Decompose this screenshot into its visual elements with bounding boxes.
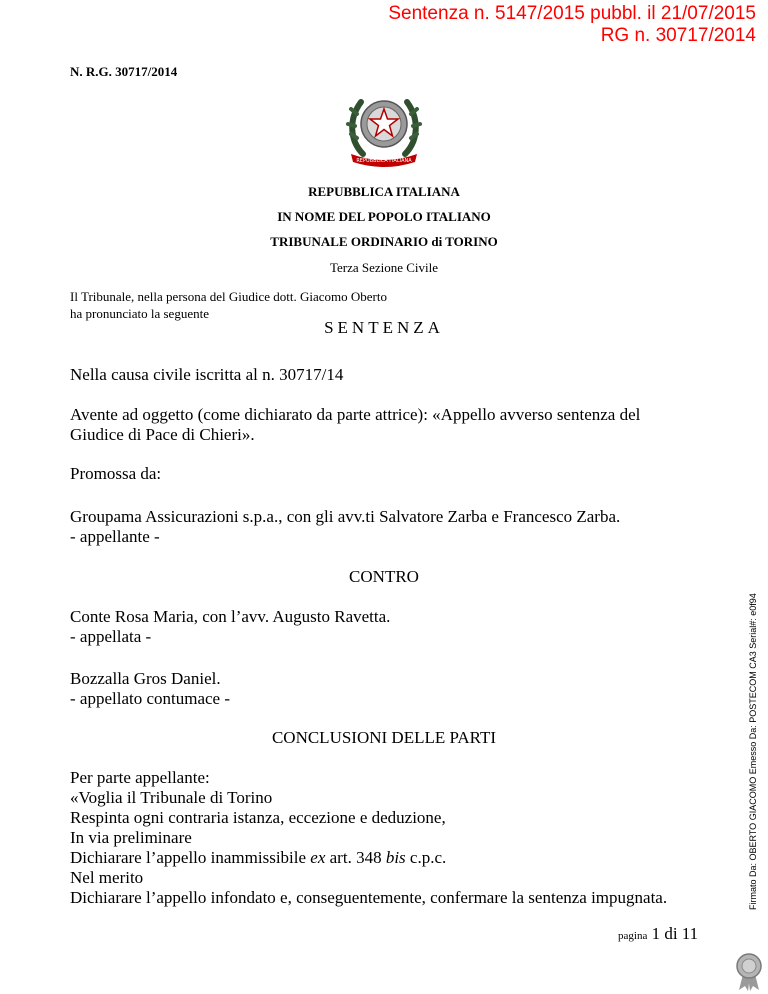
italian-republic-emblem-icon (343, 88, 425, 168)
appellata-line-2: - appellata - (70, 627, 152, 646)
appellante-line-2: - appellante - (70, 527, 160, 546)
conclusioni-heading: CONCLUSIONI DELLE PARTI (271, 728, 497, 747)
judge-statement (70, 288, 387, 322)
conclusion-italic-bis: bis (385, 848, 406, 867)
appellato-line-2: - appellato contumace - (70, 689, 231, 708)
conclusion-text: c.p.c. (405, 848, 447, 867)
appellata-line-1: Conte Rosa Maria, con l’avv. Augusto Ravetta. (70, 607, 391, 626)
conclusion-line: In via preliminare (70, 828, 192, 847)
judge-line-2: ha pronunciato la seguente (70, 306, 209, 321)
appellato (70, 669, 230, 709)
oggetto-line-2: Giudice di Pace di Chieri». (70, 425, 255, 444)
conclusion-line: Per parte appellante: (70, 768, 210, 787)
conclusion-line: Dichiarare l’appello infondato e, conseguentemente, confermare la sentenza impugnata. (70, 888, 668, 907)
emblem-ribbon-text: REPUBBLICA ITALIANA (356, 158, 412, 164)
conclusion-line: Respinta ogni contraria istanza, eccezione e deduzione, (70, 808, 446, 827)
oggetto-line-1: Avente ad oggetto (come dichiarato da parte attrice): «Appello avverso sentenza del (70, 405, 641, 424)
appellante (70, 507, 620, 547)
case-number: N. R.G. 30717/2014 (70, 64, 178, 79)
conclusion-line: «Voglia il Tribunale di Torino (70, 788, 273, 807)
header-section: Terza Sezione Civile (329, 260, 439, 275)
judge-line-1: Il Tribunale, nella persona del Giudice dott. Giacomo Oberto (70, 289, 387, 304)
conclusion-italic-ex: ex (310, 848, 326, 867)
digital-signature-note: Firmato Da: OBERTO GIACOMO Emesso Da: POSTECOM CA3 Serial#: e0f94 (748, 593, 758, 910)
causa-line: Nella causa civile iscritta al n. 30717/14 (70, 365, 344, 384)
conclusion-line: Nel merito (70, 868, 144, 887)
document-title: SENTENZA (324, 318, 444, 337)
publication-stamp: Sentenza n. 5147/2015 pubbl. il 21/07/2015 (388, 3, 756, 24)
page-count: 1 di 11 (651, 924, 699, 943)
contro-heading: CONTRO (349, 567, 419, 586)
rg-stamp: RG n. 30717/2014 (600, 25, 756, 46)
oggetto (70, 405, 640, 445)
appellata (70, 607, 390, 647)
header-tribunal: TRIBUNALE ORDINARIO di TORINO (270, 234, 498, 249)
page-label: pagina (618, 930, 648, 942)
header-republic: REPUBBLICA ITALIANA (308, 184, 460, 199)
promossa-label: Promossa da: (70, 464, 162, 483)
page-number (618, 924, 698, 944)
appellato-line-1: Bozzalla Gros Daniel. (70, 669, 221, 688)
appellante-line-1: Groupama Assicurazioni s.p.a., con gli avv.ti Salvatore Zarba e Francesco Zarba. (70, 507, 621, 526)
conclusion-text: art. 348 (325, 848, 386, 867)
digital-signature-seal-icon (734, 952, 764, 992)
header-people: IN NOME DEL POPOLO ITALIANO (277, 209, 491, 224)
conclusions-block (70, 768, 667, 908)
conclusion-line-ex-art (70, 848, 667, 868)
conclusion-text: Dichiarare l’appello inammissibile (70, 848, 311, 867)
